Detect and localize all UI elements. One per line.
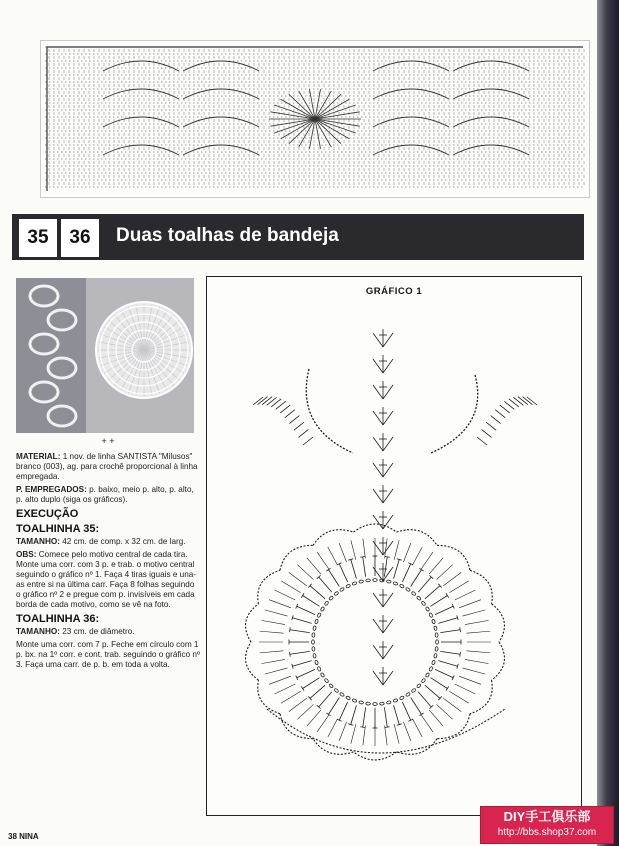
t35-size-label: TAMANHO:: [16, 537, 60, 546]
page-edge: [597, 0, 619, 846]
title-bar: [12, 214, 584, 260]
top-crochet-chart: [40, 40, 590, 198]
t35-size-paragraph: [16, 537, 200, 547]
toalhinha-36-heading: TOALHINHA 36:: [16, 613, 100, 625]
chart-strokes: [246, 329, 537, 760]
pattern-number-36: 36: [60, 218, 100, 258]
t35-obs-paragraph: [16, 550, 200, 610]
material-label: MATERIAL:: [16, 452, 61, 461]
stitches-paragraph: [16, 485, 200, 505]
crochet-chart-frame: [206, 276, 582, 816]
watermark-title: DIY手工俱乐部: [503, 809, 591, 824]
page-folio: 38 NINA: [8, 832, 39, 841]
t35-obs-label: OBS:: [16, 550, 37, 559]
toalhinha-35-heading: TOALHINHA 35:: [16, 523, 100, 535]
material-paragraph: [16, 452, 200, 482]
page-title: Duas toalhas de bandeja: [116, 225, 339, 246]
separator-mark: + +: [101, 436, 115, 446]
instructions-column: [16, 436, 200, 673]
execution-heading: EXECUÇÃO: [16, 508, 79, 520]
top-chart-strokes: [45, 47, 585, 191]
t35-size-text: 42 cm. de comp. x 32 cm. de larg.: [62, 537, 186, 546]
t36-size-label: TAMANHO:: [16, 627, 60, 636]
t36-size-paragraph: [16, 627, 200, 637]
t36-instructions: Monte uma corr. com 7 p. Feche em círculo com 1 p. bx. na 1º corr. e cont. trab. seguindo o gráfico nº 3. Faça uma carr. de p. b. em toda a volta.: [16, 640, 200, 669]
stitches-text: p. baixo, meio p. alto, p. alto, p. alto duplo (siga os gráficos).: [16, 485, 194, 504]
doily-photo: [16, 278, 194, 433]
photo-doily-drawing: [16, 278, 194, 433]
pattern-number-35: 35: [18, 218, 58, 258]
watermark-logo: [480, 806, 614, 844]
chart-title: GRÁFICO 1: [365, 286, 423, 297]
stitches-label: P. EMPREGADOS:: [16, 485, 87, 494]
material-text: 1 nov. de linha SANTISTA "Milusos" branco (003), ag. para crochê proporcional à linha empregada.: [16, 452, 198, 481]
t36-size-text: 23 cm. de diâmetro.: [62, 627, 135, 636]
t35-obs-text: Comece pelo motivo central de cada tira. Monte uma corr. com 3 p. e trab. o motivo central seguindo o gráfico nº 1. Faça 4 tiras iguais e una-as entre si na última carr. Faça 8 folhas seguindo o gráfico nº 2 e pregue com p. invisíveis em cada borda de cada motivo, como se vê na foto.: [16, 550, 197, 609]
watermark-url: http://bbs.shop37.com: [497, 827, 597, 838]
crochet-chart-diagram: [207, 277, 581, 815]
